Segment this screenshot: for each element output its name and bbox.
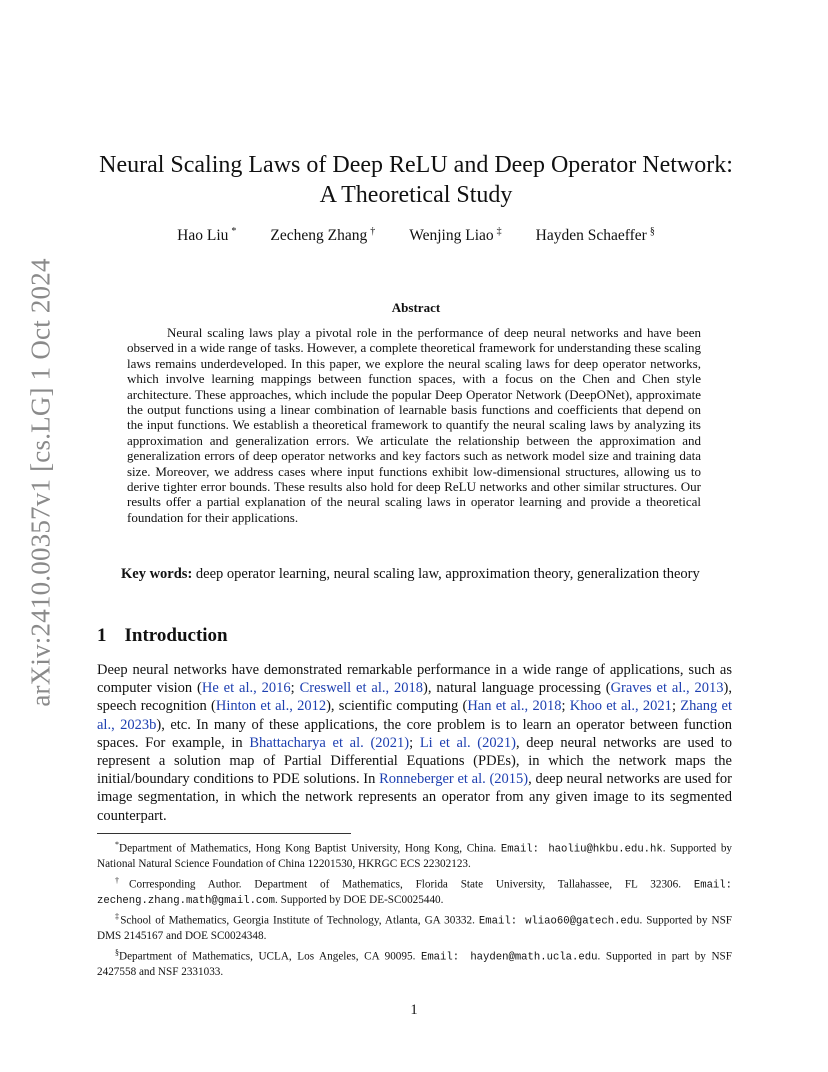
author-footnote-mark: † <box>370 226 376 237</box>
author-1 <box>177 226 236 245</box>
abstract-heading: Abstract <box>391 300 441 315</box>
citation-link[interactable]: Zhang et al., 2023b <box>97 698 733 733</box>
keywords <box>97 565 732 583</box>
footnote-text: Corresponding Author. Department of Mathematics, Florida State University, Tallahassee, FL 32306. <box>129 878 694 891</box>
footnote-2 <box>97 874 732 909</box>
intro-text: ; <box>409 734 420 751</box>
title-line-1: Neural Scaling Laws of Deep ReLU and Deep Operator Network: <box>99 152 733 178</box>
introduction-paragraph <box>97 661 732 825</box>
intro-text: ), speech recognition ( <box>97 680 732 715</box>
footnote-mark: † <box>115 875 130 885</box>
citation-link[interactable]: Graves et al., 2013 <box>610 680 724 697</box>
citation-link[interactable]: Hinton et al., 2012 <box>215 698 327 715</box>
intro-text: , deep neural networks are used to represent a solution map of Partial Differential Equations (PDEs), in which the network maps the initial/boundary conditions to PDE solutions. In <box>97 734 732 788</box>
footnote-mark: * <box>115 840 119 849</box>
email-address[interactable]: zecheng.zhang.math@gmail.com <box>97 894 276 907</box>
author-list <box>96 226 736 245</box>
citation-link[interactable]: He et al., 2016 <box>201 680 291 697</box>
author-name: Hao Liu <box>177 227 229 245</box>
author-footnote-mark: * <box>231 226 237 237</box>
citation-link[interactable]: Ronneberger et al. (2015) <box>379 771 529 788</box>
intro-text: ), scientific computing ( <box>326 698 468 715</box>
intro-text: ; <box>290 680 300 697</box>
footnote-text: Department of Mathematics, UCLA, Los Angeles, CA 90095. <box>119 950 421 963</box>
intro-text: ), natural language processing ( <box>423 680 611 697</box>
arxiv-identifier-text: arXiv:2410.00357v1 [cs.LG] 1 Oct 2024 <box>25 257 56 707</box>
footnote-3 <box>97 910 732 944</box>
page-number: 1 <box>410 1002 418 1018</box>
author-2 <box>270 226 375 245</box>
title-line-2: A Theoretical Study <box>319 182 513 208</box>
email-label: Email: <box>693 879 733 892</box>
footnote-divider <box>97 833 351 834</box>
footnote-text: . Supported in part by NSF 2427558 and NSF 2331033. <box>97 950 732 978</box>
citation-link[interactable]: Creswell et al., 2018 <box>299 680 424 697</box>
keywords-label: Key words: <box>121 566 193 582</box>
section-title: Introduction <box>124 625 228 646</box>
footnote-text: . Supported by NSF DMS 2145167 and DOE SC0024348. <box>97 914 733 943</box>
email-label: Email: <box>420 951 460 964</box>
author-footnote-mark: § <box>649 226 655 237</box>
intro-text: Deep neural networks have demonstrated remarkable performance in a wide range of applications, such as computer vision ( <box>97 662 732 697</box>
section-heading-introduction <box>97 625 228 647</box>
citation-link[interactable]: Li et al. (2021) <box>419 734 516 751</box>
footnote-text: School of Mathematics, Georgia Institute of Technology, Atlanta, GA 30332. <box>120 914 479 927</box>
email-address[interactable]: hayden@math.ucla.edu <box>470 951 598 964</box>
intro-text: , deep neural networks are used for image segmentation, in which the network represents an operator from any given image to its segmented counterpart. <box>97 771 732 824</box>
email-address[interactable]: haoliu@hkbu.edu.hk <box>548 843 663 856</box>
footnote-1 <box>97 838 732 872</box>
intro-text: ), etc. In many of these applications, the core problem is to learn an operator between function spaces. For example, in <box>97 716 732 751</box>
footnote-text: . Supported by National Natural Science Foundation of China 12201530, HKRGC ECS 22302123. <box>97 842 733 871</box>
citation-link[interactable]: Bhattacharya et al. (2021) <box>249 734 410 751</box>
footnote-text: Department of Mathematics, Hong Kong Baptist University, Hong Kong, China. <box>119 842 501 855</box>
author-name: Wenjing Liao <box>409 227 494 245</box>
footnotes <box>97 838 732 981</box>
email-label: Email: <box>500 843 540 856</box>
footnote-4 <box>97 946 732 980</box>
section-number: 1 <box>97 625 107 646</box>
email-address[interactable]: wliao60@gatech.edu <box>525 915 640 928</box>
keywords-text: deep operator learning, neural scaling law, approximation theory, generalization theory <box>195 566 700 582</box>
author-name: Hayden Schaeffer <box>535 227 647 245</box>
intro-text: ; <box>671 698 681 715</box>
abstract-body: Neural scaling laws play a pivotal role in the performance of deep neural networks and have been observed in a wide range of tasks. However, a complete theoretical framework for understanding these scaling laws remains underdeveloped. In this paper, we explore the neural scaling laws for deep operator networks, which involve learning mappings between function spaces, with a focus on the Chen and Chen style architecture. These approaches, which include the popular Deep Operator Network (DeepONet), approximate the output functions using a linear combination of learnable basis functions and coefficients that depend on the input functions. We establish a theoretical framework to quantify the neural scaling laws by analyzing its approximation and generalization errors. We articulate the relationship between the approximation and generalization errors of deep operator networks and key factors such as network model size and training data size. Moreover, we address cases where input functions exhibit low-dimensional structures, allowing us to derive tighter error bounds. These results also hold for deep ReLU networks and other similar structures. Our results offer a partial explanation of the neural scaling laws in operator learning and provide a theoretical foundation for their applications. <box>127 325 701 525</box>
footnote-text: . Supported by DOE DE-SC0025440. <box>275 893 444 906</box>
intro-text: ; <box>561 698 570 715</box>
author-name: Zecheng Zhang <box>270 227 368 245</box>
author-footnote-mark: ‡ <box>496 226 502 237</box>
citation-link[interactable]: Khoo et al., 2021 <box>569 698 672 715</box>
footnote-mark: § <box>115 947 119 957</box>
author-3 <box>409 226 501 245</box>
email-label: Email: <box>478 915 518 928</box>
author-4 <box>536 226 655 245</box>
arxiv-identifier-stamp <box>20 257 62 707</box>
footnote-mark: ‡ <box>115 912 121 922</box>
paper-title <box>96 150 736 210</box>
citation-link[interactable]: Han et al., 2018 <box>467 698 562 715</box>
